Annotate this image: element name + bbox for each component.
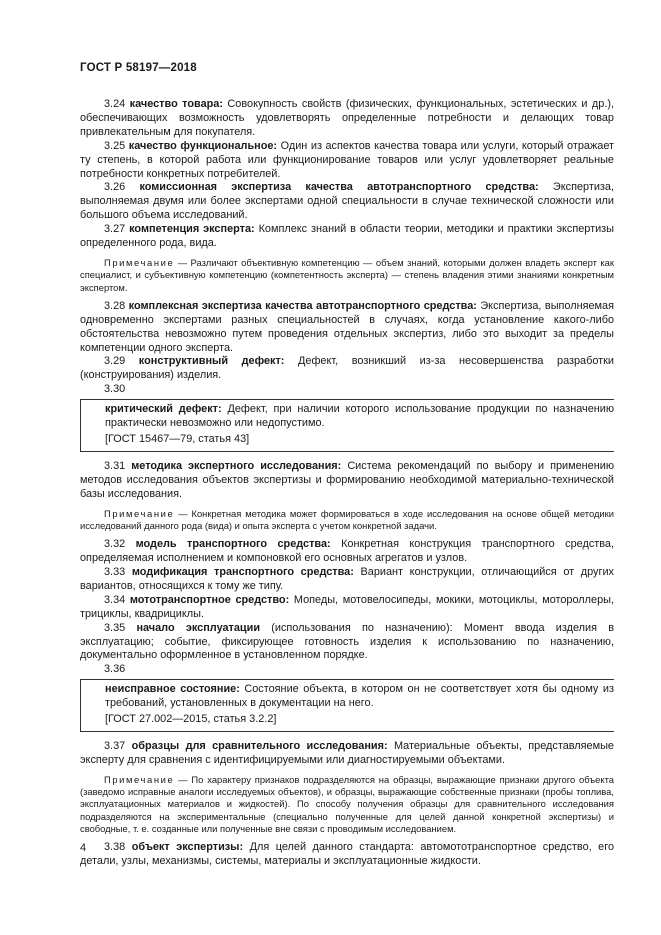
document-page [80,62,614,869]
entry-3-26 [80,181,614,223]
standard-header: ГОСТ Р 58197—2018 [80,62,197,74]
entry-number: 3.29 [104,355,126,368]
entry-term: мототранспортное средство: [129,593,290,606]
entry-number: 3.33 [104,566,126,579]
entry-number: 3.37 [104,740,126,753]
entry-3-27 [80,223,614,251]
entry-number: 3.35 [104,621,126,634]
entry-definition: Материальные объекты, представляемые эксперту для сравнения с идентифицируемыми или диагностируемыми объектами. [80,740,614,766]
entry-definition: Конкретная конструкция транспортного средства, определяемая исполнением и компоновкой его основных агрегатов и узлов. [80,538,614,565]
entry-definition: Мопеды, мотовелосипеды, мокики, мотоциклы, мотороллеры, трициклы, квадрициклы. [80,593,614,620]
quoted-term-box-3-30 [80,399,614,452]
entry-term: модификация транспортного средства: [131,566,354,579]
entry-3-36-number: 3.36 [104,663,126,676]
entry-definition: Дефект, при наличии которого использование продукции по назначению практически невозможно или недопустимо. [105,403,615,430]
entry-number: 3.31 [104,459,126,472]
entry-number: 3.26 [104,181,126,194]
entry-number: 3.25 [104,139,126,152]
note-label: Примечание [104,507,175,519]
entry-term: модель транспортного средства: [135,538,331,551]
note-label: Примечание [104,256,175,268]
quoted-term-box-3-36 [80,679,614,732]
entry-term: качество товара: [129,98,223,110]
entry-3-33 [80,566,614,594]
entry-term: конструктивный дефект: [138,355,285,368]
entry-number: 3.28 [104,299,126,312]
entry-3-34 [80,594,614,622]
entry-number: 3.38 [104,841,126,854]
entry-3-35 [80,622,614,664]
entry-3-31 [80,460,614,502]
entry-number: 3.32 [104,538,126,551]
entry-definition: Состояние объекта, в котором он не соответствует хотя бы одному из требований, установленных в документации на него. [105,683,614,710]
note-3-37 [80,774,614,835]
entry-3-28 [80,300,614,356]
entry-term: начало эксплуатации [136,621,261,634]
entry-definition: Дефект, возникший из-за несовершенства разработки (конструирования) изделия. [80,355,615,382]
entry-3-29 [80,355,614,383]
entry-definition: Система рекомендаций по выбору и применению методов исследования объектов экспертизы и формированию необходимой материально-технической базы исследования. [80,459,614,500]
entry-term: качество функциональное: [128,139,278,152]
entry-definition: Для целей данного стандарта: автомототранспортное средство, его детали, узлы, механизмы, системы, материалы и эксплуатационные жидкости. [80,841,614,868]
entry-term: методика экспертного исследования: [131,459,342,472]
entry-3-37 [80,740,614,768]
entry-3-30-number: 3.30 [104,383,126,396]
entry-number: 3.24 [104,98,126,110]
entry-definition: Вариант конструкции, отличающийся от других вариантов, относящихся к тому же типу. [80,566,615,592]
entry-definition: Экспертиза, выполняемая двумя или более экспертами одной специальности в случае технической сложности или большого объема исследований. [80,181,614,222]
entry-number: 3.27 [104,223,126,236]
note-text: — Различают объективную компетенцию — объем знаний, которыми должен владеть эксперт как специалист, и субъективную компетенцию (компетентность эксперта) — степень владения этими знаниями конкретным экспертом. [80,256,614,293]
entry-term: неисправное состояние: [105,683,240,696]
entry-definition: Совокупность свойств (физических, функциональных, эстетических и др.), обеспечивающих возможность удовлетворять определенные потребности и делающих товар привлекательным для покупателя. [80,98,614,138]
entry-definition: (использования по назначению): Момент ввода изделия в эксплуатацию; событие, фиксирующее готовность изделия к использованию по назначению, документально оформленное в установленном порядке. [80,621,615,662]
entry-term: образцы для сравнительного исследования: [131,740,388,753]
entry-term: критический дефект: [105,403,222,416]
entry-number: 3.34 [104,593,126,606]
entry-term: компетенция эксперта: [129,223,255,236]
source-reference: [ГОСТ 27.002—2015, статья 3.2.2] [105,713,277,726]
entry-definition: Экспертиза, выполняемая одновременно экспертами разных специальностей в случаях, когда установление какого-либо обстоятельства невозможно путем проведения отдельных экспертиз, либо это выходит за пределы компетенции одного эксперта. [80,299,614,354]
entry-3-25 [80,140,614,182]
entry-term: комиссионная экспертиза качества автотранспортного средства: [139,181,539,194]
note-text: — Конкретная методика может формироваться в ходе исследования на основе общей методики исследований данного рода (вида) и опыта эксперта с учетом конкретной задачи. [80,507,614,531]
note-3-27 [80,257,614,294]
entry-term: комплексная экспертиза качества автотранспортного средства: [128,299,477,312]
page-number: 4 [80,842,87,854]
entry-term: объект экспертизы: [131,841,244,854]
source-reference: [ГОСТ 15467—79, статья 43] [105,433,250,446]
entry-3-32 [80,538,614,566]
entry-definition: Комплекс знаний в области теории, методики и практики экспертизы определенного рода, вида. [80,223,614,250]
entry-3-38 [80,841,614,869]
entry-3-24 [80,98,614,140]
note-3-31 [80,508,614,533]
entry-definition: Один из аспектов качества товара или услуги, который отражает ту степень, в которой работа или функционирование товаров или услуг удовлетворяет реальные потребности конкретных потребителей. [80,139,614,180]
note-label: Примечание [104,773,175,785]
note-text: — По характеру признаков подразделяются на образцы, выражающие признаки другого объекта (заведомо исправные аналоги исследуемых объектов), и образцы, выражающие собственные признаки (пробы топлива, эксплуатационных материалов и жидкостей). По способу получения образцы для сравнительного исследования подразделяются на экспериментальные (специально полученные для целей данной конкретной экспертизы) и свободные, т. е. созданные или полученные вне связи с проводимым исследованием. [80,773,614,835]
